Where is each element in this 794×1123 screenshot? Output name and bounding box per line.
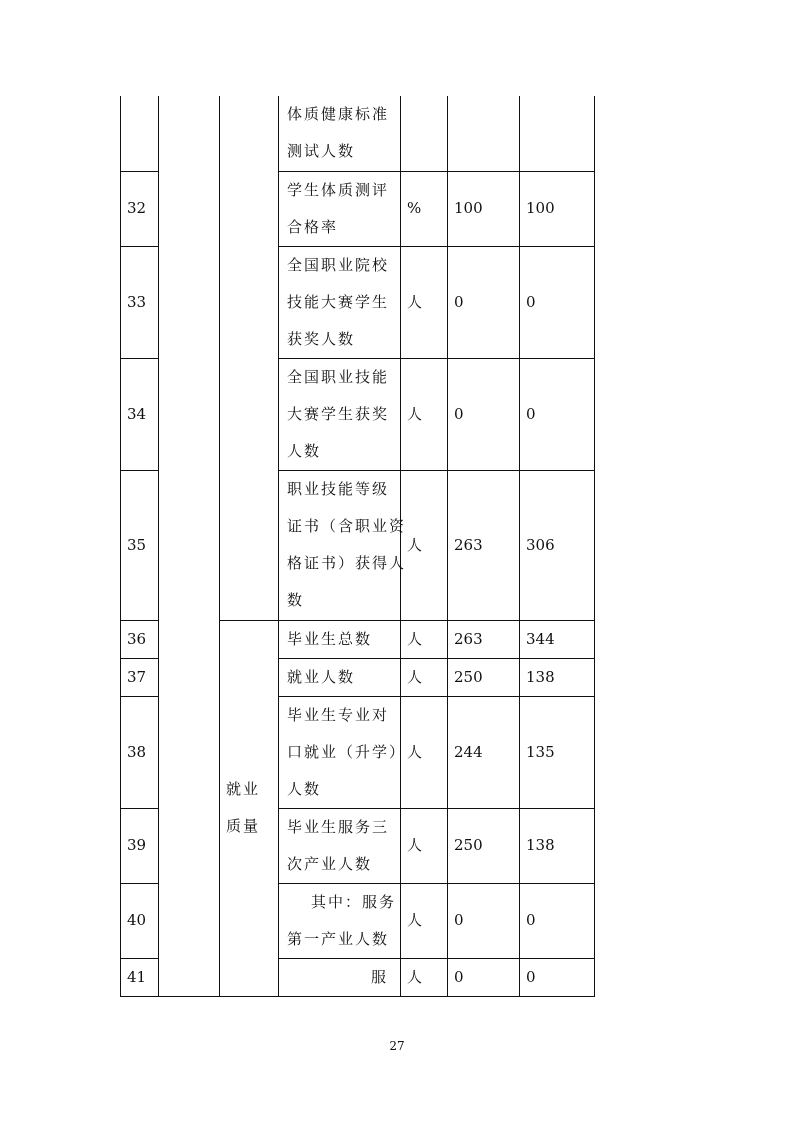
unit-cell: 人 [401, 958, 448, 996]
indicator-name: 服 [279, 958, 401, 996]
indicator-name: 职业技能等级 证书（含职业资 格证书）获得人 数 [279, 470, 401, 620]
unit-cell: 人 [401, 358, 448, 470]
value-cell: 0 [520, 246, 595, 358]
value-cell: 250 [448, 658, 520, 696]
page-number: 27 [389, 1039, 405, 1053]
value-cell: 250 [448, 808, 520, 883]
value-cell: 0 [520, 358, 595, 470]
indicator-name: 体质健康标准 测试人数 [279, 96, 401, 171]
value-cell: 135 [520, 696, 595, 808]
value-cell: 100 [448, 171, 520, 246]
row-number: 39 [121, 808, 159, 883]
indicator-name: 毕业生专业对 口就业（升学） 人数 [279, 696, 401, 808]
row-number: 38 [121, 696, 159, 808]
value-cell: 263 [448, 470, 520, 620]
indicator-name: 就业人数 [279, 658, 401, 696]
value-cell: 100 [520, 171, 595, 246]
value-cell: 138 [520, 658, 595, 696]
row-number: 34 [121, 358, 159, 470]
value-cell: 138 [520, 808, 595, 883]
level2-category-cell [220, 96, 279, 620]
unit-cell: 人 [401, 696, 448, 808]
row-number: 32 [121, 171, 159, 246]
indicator-name: 其中：服务 第一产业人数 [279, 883, 401, 958]
value-cell: 306 [520, 470, 595, 620]
unit-cell: 人 [401, 808, 448, 883]
row-number: 41 [121, 958, 159, 996]
indicator-name: 全国职业技能 大赛学生获奖 人数 [279, 358, 401, 470]
indicator-name: 毕业生总数 [279, 620, 401, 658]
value-cell: 244 [448, 696, 520, 808]
row-number: 40 [121, 883, 159, 958]
unit-cell: % [401, 171, 448, 246]
value-cell: 0 [448, 246, 520, 358]
unit-cell: 人 [401, 883, 448, 958]
table-row [121, 96, 595, 171]
value-cell: 0 [448, 958, 520, 996]
value-cell: 0 [520, 883, 595, 958]
value-cell: 0 [448, 883, 520, 958]
indicator-name: 全国职业院校 技能大赛学生 获奖人数 [279, 246, 401, 358]
row-number: 36 [121, 620, 159, 658]
unit-cell: 人 [401, 658, 448, 696]
value-cell: 0 [520, 958, 595, 996]
indicator-name: 毕业生服务三 次产业人数 [279, 808, 401, 883]
unit-cell: 人 [401, 620, 448, 658]
row-number: 37 [121, 658, 159, 696]
level1-category-cell [159, 96, 220, 996]
value-cell [448, 96, 520, 171]
row-number: 35 [121, 470, 159, 620]
unit-cell: 人 [401, 470, 448, 620]
value-cell: 344 [520, 620, 595, 658]
unit-cell [401, 96, 448, 171]
value-cell [520, 96, 595, 171]
row-number [121, 96, 159, 171]
unit-cell: 人 [401, 246, 448, 358]
value-cell: 0 [448, 358, 520, 470]
indicator-table [120, 96, 595, 997]
category-employment-quality: 就业 质量 [220, 620, 279, 996]
row-number: 33 [121, 246, 159, 358]
value-cell: 263 [448, 620, 520, 658]
indicator-name: 学生体质测评 合格率 [279, 171, 401, 246]
